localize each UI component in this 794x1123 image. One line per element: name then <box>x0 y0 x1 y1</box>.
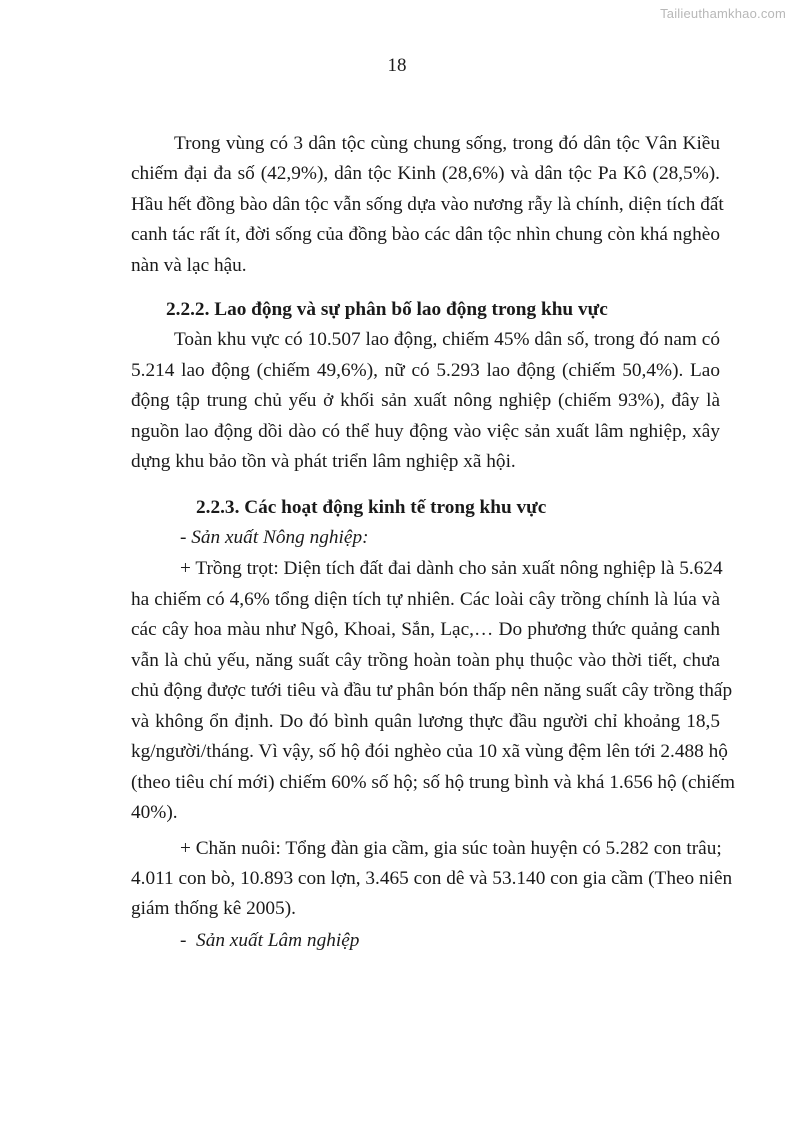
subheading-agriculture: - Sản xuất Nông nghiệp: <box>180 527 369 548</box>
page-number: 18 <box>387 55 407 76</box>
paragraph-line: vẫn là chủ yếu, năng suất cây trồng hoàn toàn phụ thuộc vào thời tiết, chưa <box>131 650 720 671</box>
paragraph-line: 4.011 con bò, 10.893 con lợn, 3.465 con dê và 53.140 con gia cầm (Theo niên <box>131 868 733 889</box>
subheading-forestry: - Sản xuất Lâm nghiệp <box>180 930 360 951</box>
paragraph-line: Toàn khu vực có 10.507 lao động, chiếm 45% dân số, trong đó nam có <box>174 329 720 350</box>
section-heading-2-2-2: 2.2.2. Lao động và sự phân bố lao động trong khu vực <box>166 299 608 320</box>
paragraph-line: ha chiếm có 4,6% tổng diện tích tự nhiên. Các loài cây trồng chính là lúa và <box>131 589 720 610</box>
paragraph-line: chiếm đại đa số (42,9%), dân tộc Kinh (28,6%) và dân tộc Pa Kô (28,5%). <box>131 163 720 184</box>
paragraph-line: kg/người/tháng. Vì vậy, số hộ đói nghèo của 10 xã vùng đệm lên tới 2.488 hộ <box>131 741 728 762</box>
paragraph-line: và không ổn định. Do đó bình quân lương thực đầu người chỉ khoảng 18,5 <box>131 711 720 732</box>
paragraph-line: Trong vùng có 3 dân tộc cùng chung sống, trong đó dân tộc Vân Kiều <box>174 133 720 154</box>
paragraph-line: nguồn lao động dồi dào có thể huy động vào việc sản xuất lâm nghiệp, xây <box>131 421 720 442</box>
paragraph-line: canh tác rất ít, đời sống của đồng bào các dân tộc nhìn chung còn khá nghèo <box>131 224 720 245</box>
paragraph-line: nàn và lạc hậu. <box>131 255 247 276</box>
watermark: Tailieuthamkhao.com <box>660 6 786 21</box>
paragraph-line: 40%). <box>131 802 178 823</box>
paragraph-line: dựng khu bảo tồn và phát triển lâm nghiệp xã hội. <box>131 451 516 472</box>
paragraph-line: động tập trung chủ yếu ở khối sản xuất nông nghiệp (chiếm 93%), đây là <box>131 390 720 411</box>
paragraph-line: Hầu hết đồng bào dân tộc vẫn sống dựa vào nương rẫy là chính, diện tích đất <box>131 194 724 215</box>
paragraph-line: 5.214 lao động (chiếm 49,6%), nữ có 5.293 lao động (chiếm 50,4%). Lao <box>131 360 720 381</box>
paragraph-line: các cây hoa màu như Ngô, Khoai, Sắn, Lạc,… Do phương thức quảng canh <box>131 619 720 640</box>
paragraph-line: chủ động được tưới tiêu và đầu tư phân bón thấp nên năng suất cây trồng thấp <box>131 680 733 701</box>
paragraph-line: giám thống kê 2005). <box>131 898 296 919</box>
section-heading-2-2-3: 2.2.3. Các hoạt động kinh tế trong khu vực <box>196 497 547 518</box>
paragraph-line: + Chăn nuôi: Tổng đàn gia cầm, gia súc toàn huyện có 5.282 con trâu; <box>180 838 722 859</box>
paragraph-line: (theo tiêu chí mới) chiếm 60% số hộ; số hộ trung bình và khá 1.656 hộ (chiếm <box>131 772 736 793</box>
paragraph-line: + Trồng trọt: Diện tích đất đai dành cho sản xuất nông nghiệp là 5.624 <box>180 558 723 579</box>
